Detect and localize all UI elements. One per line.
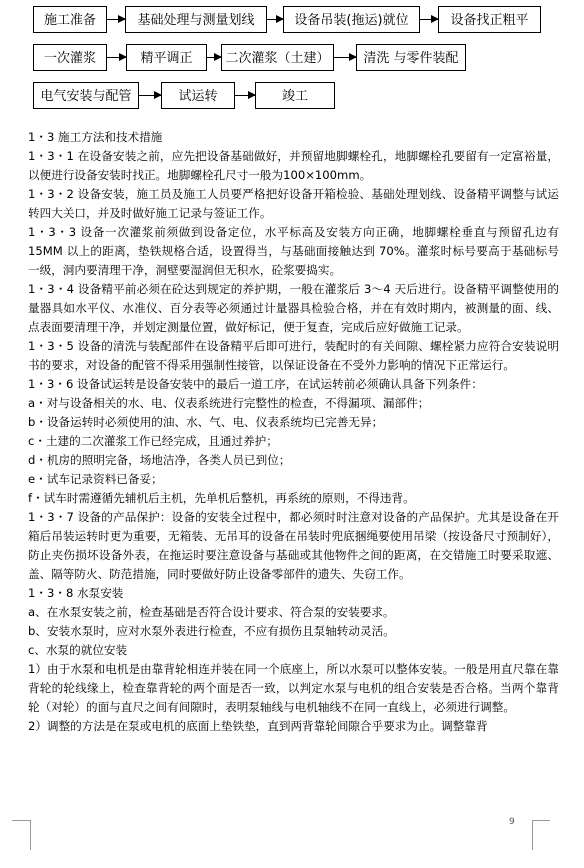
subsection-heading: 1・3・8 水泵安装 <box>28 586 124 600</box>
list-item: d・机房的照明完备，场地洁净，各类人员已到位； <box>28 453 291 467</box>
list-item: a・对与设备相关的水、电、仪表系统进行完整性的检查，不得漏项、漏部件； <box>28 396 430 410</box>
flow-arrow <box>107 19 125 20</box>
flow-box-rough-align: 设备找正粗平 <box>438 6 541 33</box>
flow-box-first-grout: 一次灌浆 <box>33 44 107 71</box>
page-corner-mark <box>532 820 533 850</box>
flow-arrow <box>207 57 221 58</box>
list-item: b・设备运转时必须使用的油、水、气、电、仪表系统均已完善无异； <box>28 415 384 429</box>
flow-box-cleaning: 清洗 与零件装配 <box>356 44 466 71</box>
flow-box-completion: 竣工 <box>255 82 335 109</box>
page-number: 9 <box>509 817 515 827</box>
flow-box-prep: 施工准备 <box>33 6 107 33</box>
paragraph: 1・3・7 设备的产品保护：设备的安装全过程中，都必须时时注意对设备的产品保护。尤其是设备在开箱后吊装运转时更为重要，无箱装、无吊耳的设备在吊装时兜底捆绳要使用吊梁（按设备尺寸预制好），防止夹伤损坏设备外表，在拖运时要注意设备与基础或其他物件之间的距离，在交错施工时要采取遮、盖、隔等防火、防范措施，同时要做好防止设备零部件的遗失、失窃工作。 <box>28 510 559 581</box>
paragraph: 1・3・2 设备安装，施工员及施工人员要严格把好设备开箱检验、基础处理划线、设备精平调整与试运转四大关口，并及时做好施工记录与签证工作。 <box>28 187 559 220</box>
paragraph: 1・3・1 在设备安装之前，应先把设备基础做好，并预留地脚螺栓孔，地脚螺栓孔要留有一定富裕量，以便进行设备安装时找正。地脚螺栓孔尺寸一般为100×100mm。 <box>28 149 559 182</box>
flow-arrow <box>139 95 161 96</box>
body-text <box>28 128 559 736</box>
flow-box-trial-run: 试运转 <box>161 82 235 109</box>
list-item: e・试车记录资料已备妥； <box>28 472 163 486</box>
paragraph: 1・3・3 设备一次灌浆前须做到设备定位，水平标高及安装方向正确，地脚螺栓垂直与预留孔边有 15MM 以上的距离，垫铁规格合适，设置得当，与基础面接触达到 70%。灌浆时标号要高于基础标号一级，洞内要清理干净，洞壁要湿润但无积水，砼浆要捣实。 <box>28 225 559 277</box>
flow-arrow <box>235 95 255 96</box>
flow-arrow <box>107 57 126 58</box>
paragraph: 1・3・5 设备的清洗与装配部件在设备精平后即可进行，装配时的有关间隙、螺栓紧力应符合安装说明书的要求，对设备的配管不得采用强制性接管，以保证设备在不受外力影响的情况下正常运行。 <box>28 339 559 372</box>
paragraph: 1・3・6 设备试运转是设备安装中的最后一道工序，在试运转前必须确认具备下列条件： <box>28 377 483 391</box>
flow-box-second-grout: 二次灌浆（土建） <box>221 44 334 71</box>
section-heading: 1・3 施工方法和技术措施 <box>28 130 163 144</box>
flow-box-electrical: 电气安装与配管 <box>33 82 139 109</box>
flow-box-foundation: 基础处理与测量划线 <box>125 6 267 33</box>
list-item: f・试车时需遵循先辅机后主机，先单机后整机，再系统的原则，不得违背。 <box>28 491 415 505</box>
page-corner-mark <box>532 820 550 821</box>
paragraph: 1・3・4 设备精平前必须在砼达到规定的养护期，一般在灌浆后 3～4 天后进行。设备精平调整使用的量器具如水平仪、水准仪、百分表等必须通过计量器具检验合格，并在有效时期内，被测量的面、线、点表面要清理干净，并划定测量位置，做好标记，便于复查，完成后应好做施工记录。 <box>28 282 559 334</box>
flow-box-hoisting: 设备吊装(拖运)就位 <box>283 6 420 33</box>
flow-arrow <box>267 19 283 20</box>
page-corner-mark <box>12 820 30 821</box>
list-item: c・土建的二次灌浆工作已经完成，且通过养护； <box>28 434 278 448</box>
list-item: c、水泵的就位安装 <box>28 643 128 657</box>
paragraph: 1）由于水泵和电机是由靠背轮相连并装在同一个底座上，所以水泵可以整体安装。一般是用直尺靠在靠背轮的轮线缘上，检查靠背轮的两个面是否一致，以判定水泵与电机的组合安装是否合格。当两个靠背轮（对轮）的面与直尺之间有间隙时，表明泵轴线与电机轴线不在同一直线上，必须进行调整。 <box>28 662 559 714</box>
flow-arrow <box>420 19 438 20</box>
list-item: a、在水泵安装之前，检查基础是否符合设计要求、符合泵的安装要求。 <box>28 605 395 619</box>
list-item: b、安装水泵时，应对水泵外表进行检查，不应有损伤且泵轴转动灵活。 <box>28 624 395 638</box>
page-corner-mark <box>30 820 31 850</box>
paragraph: 2）调整的方法是在泵或电机的底面上垫铁垫，直到两背靠轮间隙合乎要求为止。调整靠背 <box>28 719 488 733</box>
flow-box-fine-align: 精平调正 <box>126 44 207 71</box>
flow-arrow <box>334 57 356 58</box>
